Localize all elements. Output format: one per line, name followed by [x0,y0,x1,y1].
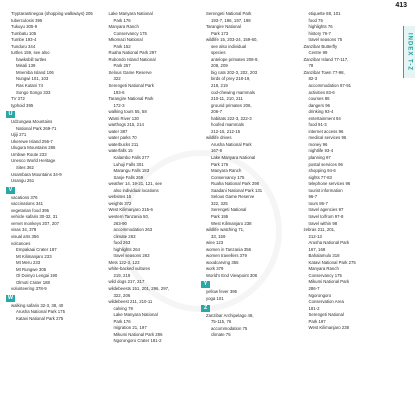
index-entry: 172-3 [113,102,125,108]
index-entry: walking tours 55, 58 [108,109,147,115]
index-entry: dangers 96 [308,102,331,108]
index-entry: weights 372 [108,200,132,206]
index-column-4 [299,11,397,413]
index-entry: medical services 96 [308,135,347,141]
index-entry: vaccinations 341 [11,201,44,207]
index-side-tab [403,26,415,78]
index-entry: shopping 94-6 [308,168,336,174]
index-entry: also individual locations [113,187,159,193]
index-entry: wildebeest 211, 210-11 [108,299,153,305]
index-entry: wild dogs 217, 217 [108,279,145,285]
index-entry: hawksbill turtles [16,56,47,62]
index-entry: 206-7 [211,109,222,115]
index-entry: Serengeti National Park [206,11,252,16]
index-entry: Songo Songo 333 [16,89,51,95]
index-entry: 78 [308,63,314,69]
index-entry: accommodation 87-91 [308,83,352,89]
index-entry: volunteering 378-9 [11,286,47,292]
index-letter-heading: Z [201,305,210,312]
page-number: 413 [395,2,407,9]
index-entry: nightlife 93-4 [308,148,334,154]
index-entry: Mt Kilimanjaro 233 [16,253,52,259]
index-entry: wildlife watching 71, [206,227,245,233]
index-entry: 181-2 [308,305,320,311]
index-entry: Zanzibar Town 77-98, [303,69,345,75]
index-entry: Lake Manyara National [108,11,153,16]
index-entry: wine 123 [206,240,224,246]
index-entry: vervet monkeys 207, 207 [11,220,60,226]
index-entry: Nungwi 101, 103 [16,76,49,82]
index-entry: Luhuji Falls 301 [113,161,144,167]
index-entry: planning 97 [308,155,331,161]
index-entry: 193-7, 196, 197, 198 [211,17,251,23]
index-entry: Usambara Mountains 34-9 [11,171,62,177]
index-entry: vegetarian food 395 [11,207,49,213]
index-entry: accommodation 75 [211,325,248,331]
index-letter-heading: V [6,187,15,194]
index-entry: travel seasons 263 [113,253,150,259]
index-entry: ground primates 206, [211,102,252,108]
index-entry: migration 21, 197 [113,325,147,331]
index-entry: accommodation 263 [113,227,153,233]
index-entry: TV 372 [11,96,25,102]
index-entry: Conservancy 175 [113,30,147,36]
index-entry: turtles 159, see also [11,50,50,56]
index-entry: sights 77-83 [308,174,332,180]
index-entry: World's End Viewpoint 308 [206,272,258,278]
index-entry: 263-90 [113,220,127,226]
index-entry: Park 152 [113,43,131,49]
index-entry: Olmoti Crater 188 [16,279,50,285]
index-entry: see also individual [211,43,247,49]
index-entry: Umbwe Route 233 [11,151,47,157]
index-entry: Tukuyu 305-9 [11,24,38,30]
index-column-1 [6,11,104,413]
index-entry: Ol Doinyo Lengai 190 [16,273,58,279]
index-entry: Rubondo Island National [108,56,156,62]
index-entry: Ras Kutani 74 [16,83,43,89]
index-column-3 [201,11,299,413]
index-entry: zebras 211, 201, [303,227,336,233]
index-entry: Serengeti National [308,312,344,318]
index-entry: warthogs 215, 214 [108,122,144,128]
index-entry: 167, 168 [308,246,326,252]
index-entry: 219, 219 [113,272,131,278]
index-entry: entertainment 94 [308,115,341,121]
index-entry: yellow fever 395 [206,289,238,295]
index-entry: Conservation Area [308,299,344,305]
index-entry: internet access 96 [308,128,344,134]
index-entry: Kalambo Falls 277 [113,155,150,161]
index-entry: Empakaai Crater 187 [16,247,57,253]
index-entry: Selous Game Reserve [108,69,152,75]
index-entry: Park 257 [113,63,131,69]
index-entry: Ngorongoro Crater 181-2 [113,338,162,344]
index-entry: 212-15, 212-15 [211,128,241,134]
index-entry: 322, 206 [113,292,131,298]
index-entry: postal services 96 [308,161,343,167]
index-entry: travel within 98 [308,220,338,226]
index-entry: antelope primates 208-9, [211,56,259,62]
index-entry: Park 176 [211,161,229,167]
index-entry: food 75 [308,17,323,23]
index-entry: Selous Game Reserve [211,194,255,200]
index-entry: Zanzibar Butterfly [303,43,338,49]
index-entry: vehicle safaris 30-32, 31 [11,214,58,220]
index-entry: Tumbatu 105 [11,30,37,36]
index-letter-heading: W [7,294,14,301]
index-side-tab-label: INDEX T-Z [406,32,413,71]
index-entry: climate 263 [113,233,136,239]
index-entry: highlights 76 [308,24,333,30]
index-entry: birds of prey 218-19, [211,76,251,82]
index-entry: 208, 209 [211,63,228,69]
index-entry: Serengeti National Park [108,83,154,89]
index-entry: Arusha National Park [211,141,252,147]
index-entry: Ujiji 271 [11,132,27,138]
index-entry: 96-7 [308,194,318,200]
index-entry: visas 34, 378 [11,227,37,233]
index-entry: calving 79 [113,305,133,311]
index-entry: drinking 93-4 [308,109,334,115]
index-entry: wildebeests 151, 201, 296, 297, [108,285,170,291]
index-entry: Misali 139 [16,63,36,69]
index-entry: Arusha National Park 175 [16,309,65,315]
index-entry: Manyara Ranch [211,168,242,174]
index-entry: walking safaris 32-3, 38, 40 [11,302,64,308]
index-entry: history 76-7 [308,30,331,36]
index-entry: 286-7 [308,285,320,291]
index-entry: Wami River 130 [108,115,139,121]
index-entry: vacations 376 [11,194,38,200]
index-entry: visual arts 356 [11,233,39,239]
index-entry: Ruaha National Park 298 [211,181,260,187]
index-entry: West Kilimanjaro 215-6 [108,207,153,213]
index-entry: National Park 269-71 [16,125,57,131]
index-entry: white-backed vultures [108,266,151,272]
index-entry: tours 86-7 [308,200,328,206]
index-entry: Tryptarantinegoa (shopping walkways) 205 [11,11,93,16]
index-entry: Mt Meru 233 [16,260,41,266]
index-entry: yoga 101 [206,295,224,301]
index-entry: Arusha National Park [308,240,350,246]
index-entry: Unesco World Heritage [11,158,56,164]
index-entry: tuberculosis 395 [11,17,43,23]
index-columns [6,11,396,413]
index-entry: women travellers 379 [206,253,247,259]
index-entry: 322 [113,76,121,82]
index-entry: Tunduru 344 [11,43,36,49]
index-entry: wildlife 15, 203-24, 159-60, [206,37,258,43]
index-entry: West Kilimanjaro 238 [308,325,350,331]
index-letter-heading: Y [201,281,210,288]
index-entry: Bahalamulo 318 [308,253,340,259]
index-entry: Udzungwa Mountains [11,119,53,125]
index-entry: work 379 [206,266,224,272]
index-entry: activities 83-6 [308,89,335,95]
index-entry: Sanje Falls 269 [113,174,144,180]
index-entry: 212-13 [308,233,322,239]
index-entry: Zanzibar Archipelago 48, [206,312,254,318]
index-entry: climate 75 [211,332,231,338]
index-entry: food 91-3 [308,122,327,128]
index-entry: volcanoes [11,240,31,246]
index-entry: habitats 222-3, 222-3 [211,115,252,121]
index-entry: 75-115, 76 [211,319,232,325]
index-entry: Ulugura Mountains 286 [11,145,56,151]
index-entry: Zanzibar Island 77-117, [303,56,349,62]
index-entry: websites 15 [108,194,132,200]
index-entry: Park 195 [211,213,229,219]
index-entry: travel agencies 97 [308,207,344,213]
index-entry: highlights 264 [113,246,141,252]
index-entry: cud-chewing mammals [211,89,255,95]
index-entry: Tumbe 193-4 [11,37,37,43]
index-entry: Manyara Ranch [308,266,339,272]
index-entry: food 263 [113,240,131,246]
index-entry: 193-6 [113,89,125,95]
index-entry: species [211,50,226,56]
index-entry: money 96 [308,141,328,147]
index-entry: Tarangire National Park [108,96,154,102]
index-entry: Katavi National Park 275 [308,259,356,265]
index-entry: Park 173 [211,30,229,36]
index-entry: waterfalls 15 [108,148,133,154]
index-entry: 322, 325 [211,200,228,206]
index-entry: Centre 99 [308,50,328,56]
index-entry: Ruaha National Park 297 [108,50,157,56]
index-entry: water 387 [108,128,128,134]
index-entry: waterbucks 211 [108,141,139,147]
index-entry: big cats 202-3, 202, 203 [211,69,258,75]
index-entry: Lake Manyara National [113,312,158,318]
index-entry: water parks 70 [108,135,137,141]
index-letter-heading: U [6,111,15,118]
index-entry: Mkomazi National [108,37,143,43]
index-entry: 167-8 [211,148,222,154]
index-entry: Mets 122-3, 123 [108,259,140,265]
index-entry: women in Tanzania 356 [206,246,252,252]
index-entry: Katavi National Park 275 [16,315,64,321]
index-entry: etiquette 88, 101 [308,11,341,16]
index-entry: Usangu 251 [11,178,35,184]
index-entry: Mnemba Island 106 [16,69,54,75]
index-entry: Lake Manyara National [211,155,256,161]
index-entry: Mikumi National Park 286 [113,331,163,337]
index-entry: Serengeti National [211,207,247,213]
index-entry: typhoid 395 [11,102,34,108]
index-entry: weather 14, 19-21, 121, see [108,181,163,187]
index-entry: courses 86 [308,96,330,102]
index-entry: travel to/from 97-8 [308,213,344,219]
index-entry: Park 176 [113,17,131,23]
index-entry: telephone services 96 [308,181,351,187]
index-entry: Mt Rungwe 305 [16,266,47,272]
index-entry: Tarangire National [206,24,241,30]
index-entry: Marangu Falls 183 [113,168,150,174]
index-entry: Conservancy 175 [211,174,245,180]
index-column-2 [104,11,202,413]
index-entry: wildlife drives [206,135,232,141]
index-entry: 218, 219 [211,83,228,89]
index-entry: Ukerewe Island 256-7 [11,138,53,144]
index-entry: Park 197 [308,318,326,324]
index-entry: tourist information [308,187,343,193]
index-entry: Conservancy 175 [308,272,342,278]
index-entry: 210-11, 210, 211 [211,96,243,102]
index-entry: Ngorongoro [308,292,332,298]
index-entry: 82-3 [308,76,318,82]
index-entry: woodcarving 355 [206,259,239,265]
index-entry: travel seasons 75 [308,37,343,43]
index-entry: Park 176 [113,318,131,324]
index-entry: West Kilimanjaro 238 [211,220,252,226]
index-entry: Mikumi National Park [308,279,350,285]
index-entry: hoofed mammals [211,122,244,128]
index-entry: 33, 159 [211,233,226,239]
index-entry: Sites 362 [16,165,34,171]
index-entry: western Tanzania 50, [108,213,150,219]
index-entry: Saadani National Park 131 [211,187,263,193]
index-entry: Manyara Ranch [108,24,139,30]
